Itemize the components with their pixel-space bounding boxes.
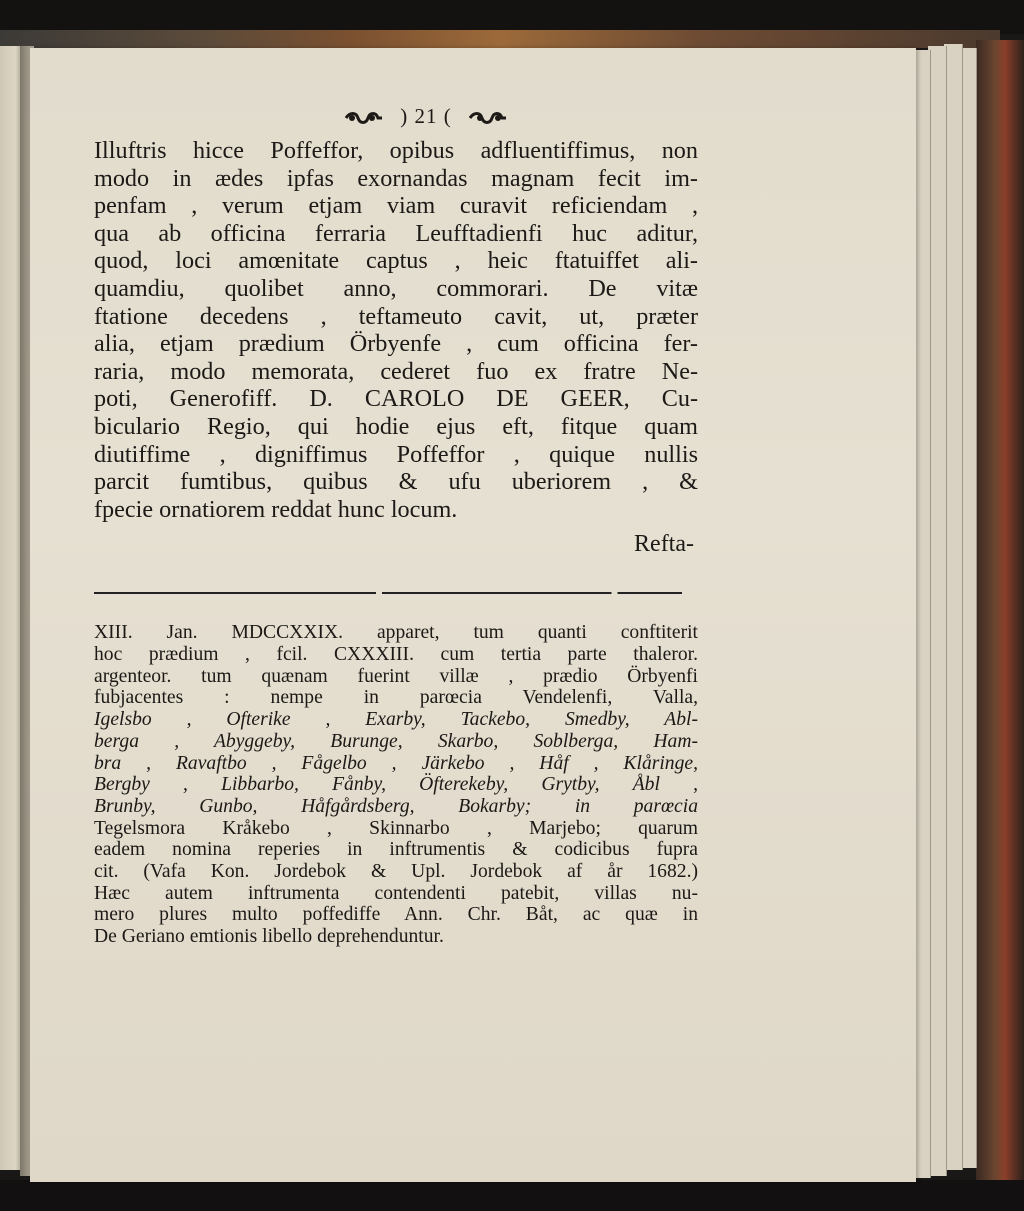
page-header <box>94 104 698 129</box>
text-line: ftatione decedens , teftameuto cavit, ut, præter <box>94 302 698 330</box>
text-line: Illuftris hicce Poffeffor, opibus adfluentiffimus, non <box>94 137 698 164</box>
text-line: fpecie ornatiorem reddat hunc locum. <box>94 495 458 523</box>
catchword: Refta- <box>634 531 694 558</box>
text-line: raria, modo memorata, cederet fuo ex fratre Ne- <box>94 357 698 385</box>
note-line: cit. (Vafa Kon. Jordebok & Upl. Jordebok af år 1682.) <box>94 861 698 883</box>
book-cover-right <box>976 40 1024 1190</box>
note-line: Bergby , Libbarbo, Fånby, Öfterekeby, Grytby, Åbl , <box>94 774 698 796</box>
text-line: quod, loci amœnitate captus , heic ftatuiffet ali- <box>94 247 698 275</box>
page-content <box>94 104 698 948</box>
left-page-edge <box>0 46 22 1170</box>
binding-strip <box>0 30 1000 48</box>
text-line: qua ab officina ferraria Leufftadienfi huc aditur, <box>94 219 698 247</box>
note-line: Brunby, Gunbo, Håfgårdsberg, Bokarby; in parœcia <box>94 795 698 817</box>
note-line: argenteor. tum quænam fuerint villæ , prædio Örbyenfi <box>94 665 698 687</box>
note-line: berga , Abyggeby, Burunge, Skarbo, Soblberga, Ham- <box>94 730 698 752</box>
note-line: Igelsbo , Ofterike , Exarby, Tackebo, Smedby, Abl- <box>94 709 698 731</box>
footnote <box>94 622 698 948</box>
page-number: ) 21 ( <box>400 104 452 128</box>
note-line: De Geriano emtionis libello deprehenduntur. <box>94 926 444 948</box>
note-line: mero plures multo poffediffe Ann. Chr. Båt, ac quæ in <box>94 904 698 926</box>
text-line: alia, etjam prædium Örbyenfe , cum officina fer- <box>94 330 698 358</box>
text-line: poti, Generofiff. D. CAROLO DE GEER, Cu- <box>94 385 698 413</box>
text-line: parcit fumtibus, quibus & ufu uberiorem , & <box>94 468 698 496</box>
note-line: eadem nomina reperies in inftrumentis & codicibus fupra <box>94 839 698 861</box>
ornament-left-icon <box>344 110 384 126</box>
text-line: diutiffime , digniffimus Poffeffor , quique nullis <box>94 440 698 468</box>
note-line: fubjacentes : nempe in parœcia Vendelenfi, Valla, <box>94 687 698 709</box>
footnote-rule <box>94 592 682 594</box>
note-line: XIII. Jan. MDCCXXIX. apparet, tum quanti conftiterit <box>94 622 698 644</box>
book-edge-top <box>0 0 1024 34</box>
text-line: modo in ædes ipfas exornandas magnam fecit im- <box>94 164 698 192</box>
ornament-right-icon <box>468 110 508 126</box>
book-edge-bottom <box>0 1180 1024 1211</box>
note-line: Hæc autem inftrumenta contendenti patebit, villas nu- <box>94 882 698 904</box>
text-line: biculario Regio, qui hodie ejus eft, fitque quam <box>94 412 698 440</box>
note-line: hoc prædium , fcil. CXXXIII. cum tertia parte thaleror. <box>94 644 698 666</box>
text-line: penfam , verum etjam viam curavit reficiendam , <box>94 192 698 220</box>
text-line: quamdiu, quolibet anno, commorari. De vitæ <box>94 274 698 302</box>
note-line: bra , Ravaftbo , Fågelbo , Järkebo , Håf , Klåringe, <box>94 752 698 774</box>
note-line: Tegelsmora Kråkebo , Skinnarbo , Marjebo; quarum <box>94 817 698 839</box>
main-paragraph <box>94 137 698 523</box>
